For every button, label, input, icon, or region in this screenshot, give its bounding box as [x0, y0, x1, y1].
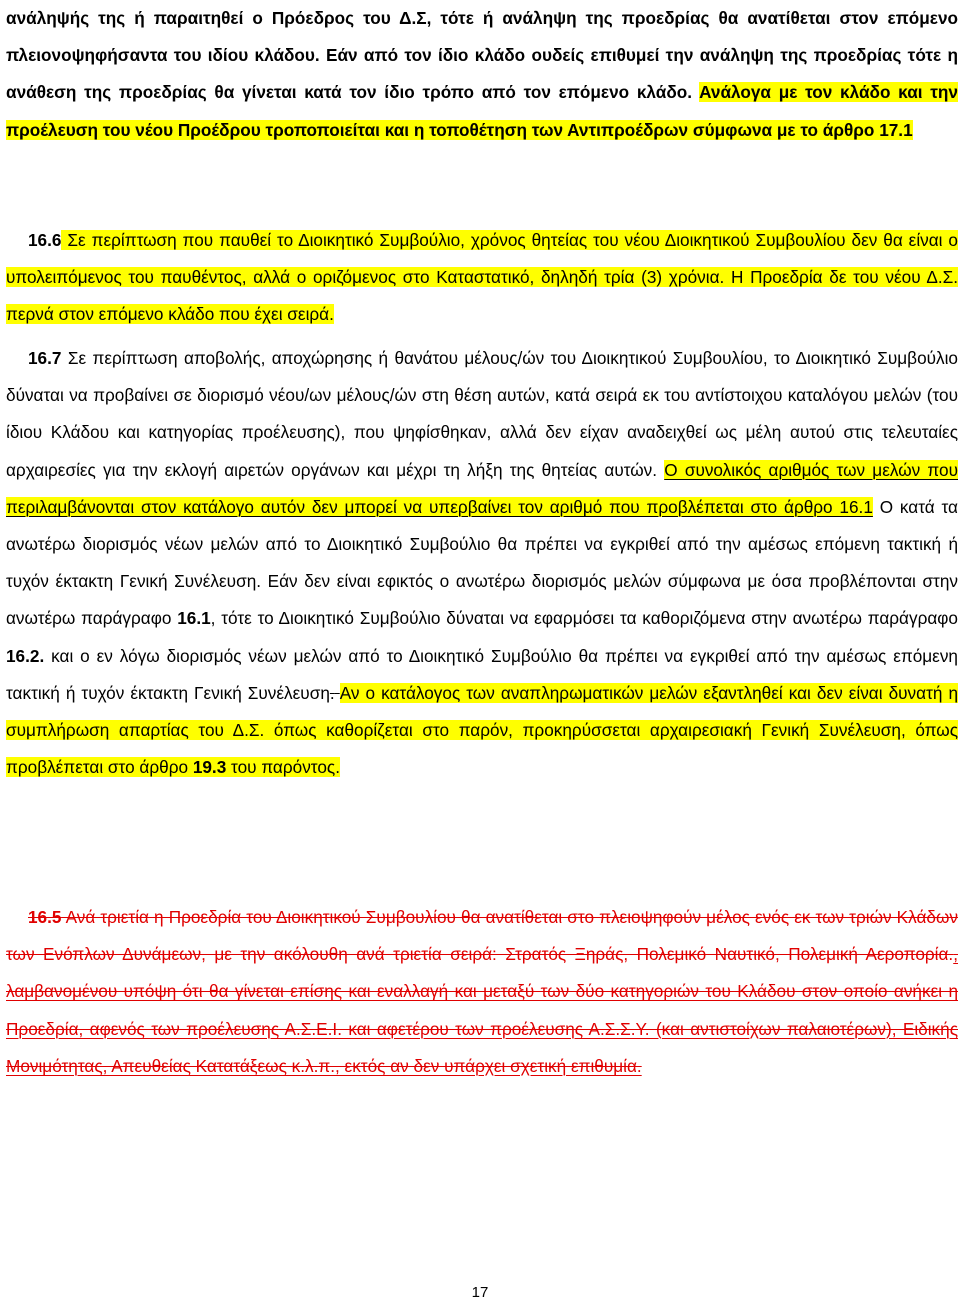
highlighted-text: Αν ο κατάλογος των αναπληρωματικών μελών εξαντληθεί και δεν είναι δυνατή η συμπλήρωση απαρτίας του Δ.Σ. όπως καθορίζεται στο παρόν, προκηρύσσεται αρχαιρεσιακή Γενική Συνέλευση, όπως προβλέπεται στο άρθρο	[6, 682, 959, 778]
paragraph-number: 16.7	[28, 348, 62, 368]
deleted-text: , λαμβανομένου υπόψη ότι θα γίνεται επίσης και εναλλαγή και μεταξύ των δύο κατηγοριών του Κλάδου στον οποίο ανήκει η Προεδρία, αφενός των προέλευσης Α.Σ.Ε.Ι. και αφετέρου των προέλευσης Α.Σ.Σ.Υ. (και αντιστοίχων παλαιοτέρων), Ειδικής Μονιμότητας, Απευθείας Κατατάξεως κ.λ.π., εκτός αν δεν υπάρχει σχετική επιθυμία.	[6, 944, 958, 1076]
paragraph-16-5-deleted	[6, 899, 958, 1085]
deleted-text: Ανά τριετία η Προεδρία του Διοικητικού Συμβουλίου θα ανατίθεται στο πλειοψηφούν μέλος ενός εκ των τριών Κλάδων των Ενόπλων Δυνάμεων, με την ακόλουθη ανά τριετία σειρά: Στρατός Ξηράς, Πολεμικό Ναυτικό, Πολεμική Αεροπορία.	[6, 907, 958, 965]
paragraph-16-6	[6, 222, 958, 334]
deleted-text: .	[329, 682, 335, 703]
highlighted-text: Ανάλογα με τον κλάδο και την προέλευση του νέου Προέδρου τροποποιείται και η τοποθέτηση των Αντιπροέδρων σύμφωνα με το άρθρο 17.1	[6, 82, 958, 140]
deleted-text	[335, 683, 340, 703]
page-number: 17	[471, 1284, 489, 1301]
text-run: Ο κατά τα ανωτέρω διορισμός νέων μελών από το Διοικητικό Συμβούλιο θα πρέπει να εγκριθεί από την αμέσως επόμενη τακτική ή τυχόν έκτακτη Γενική Συνέλευση. Εάν δεν είναι εφικτός ο ανωτέρω διορισμός μελών σύμφωνα με όσα προβλέπονται στην ανωτέρω παράγραφο	[6, 496, 958, 629]
reference-number: 16.2.	[6, 645, 45, 666]
highlighted-text: του παρόντος.	[226, 757, 340, 778]
text-run: , τότε το Διοικητικό Συμβούλιο δύναται να εφαρμόσει τα καθοριζόμενα στην ανωτέρω παράγραφο	[210, 608, 958, 629]
paragraph-number: 16.6	[28, 230, 62, 250]
highlighted-text: Ο συνολικός αριθμός των μελών που περιλαμβάνονται στον κατάλογο αυτόν δεν μπορεί να υπερβαίνει τον αριθμό που προβλέπεται στο άρθρο 16.1	[6, 459, 958, 517]
paragraph-presidency-continuation	[6, 0, 958, 149]
reference-number: 16.1	[177, 608, 211, 629]
text-run: ανάληψής της ή παραιτηθεί ο Πρόεδρος του Δ.Σ, τότε ή ανάληψη της προεδρίας θα ανατίθεται στον επόμενο πλειονοψηφήσαντα του ιδίου κλάδου. Εάν από τον ίδιο κλάδο ουδείς επιθυμεί την ανάληψη της προεδρίας τότε η ανάθεση της προεδρίας θα γίνεται κατά τον ίδιο τρόπο από τον επόμενο κλάδο.	[6, 8, 958, 103]
text-run: και ο εν λόγω διορισμός νέων μελών από το Διοικητικό Συμβούλιο θα πρέπει να εγκριθεί από την αμέσως επόμενη τακτική ή τυχόν έκτακτη Γενική Συνέλευση	[6, 645, 958, 703]
text-run: Σε περίπτωση αποβολής, αποχώρησης ή θανάτου μέλους/ών του Διοικητικού Συμβουλίου, το Διοικητικό Συμβούλιο δύναται να προβαίνει σε διορισμό νέου/ων μέλους/ών στη θέση αυτών, κατά σειρά εκ του αντίστοιχου καταλόγου μελών (του ίδιου Κλάδου και κατηγορίας προέλευσης), που ψηφίσθηκαν, αλλά δεν είχαν αναδειχθεί ως μέλη αυτού στις τελευταίες αρχαιρεσίες για την εκλογή αιρετών οργάνων και μέχρι τη λήξη της θητείας αυτών.	[6, 348, 958, 480]
highlighted-text: Σε περίπτωση που παυθεί το Διοικητικό Συμβούλιο, χρόνος θητείας του νέου Διοικητικού Συμβουλίου δεν θα είναι ο υπολειπόμενος του παυθέντος, αλλά ο οριζόμενος στο Καταστατικό, δηληδή τρία (3) χρόνια. Η Προεδρία δε του νέου Δ.Σ. περνά στον επόμενο κλάδο που έχει σειρά.	[6, 230, 958, 325]
paragraph-number: 16.5	[28, 907, 62, 927]
paragraph-16-7	[6, 340, 958, 786]
reference-number: 19.3	[192, 757, 227, 778]
